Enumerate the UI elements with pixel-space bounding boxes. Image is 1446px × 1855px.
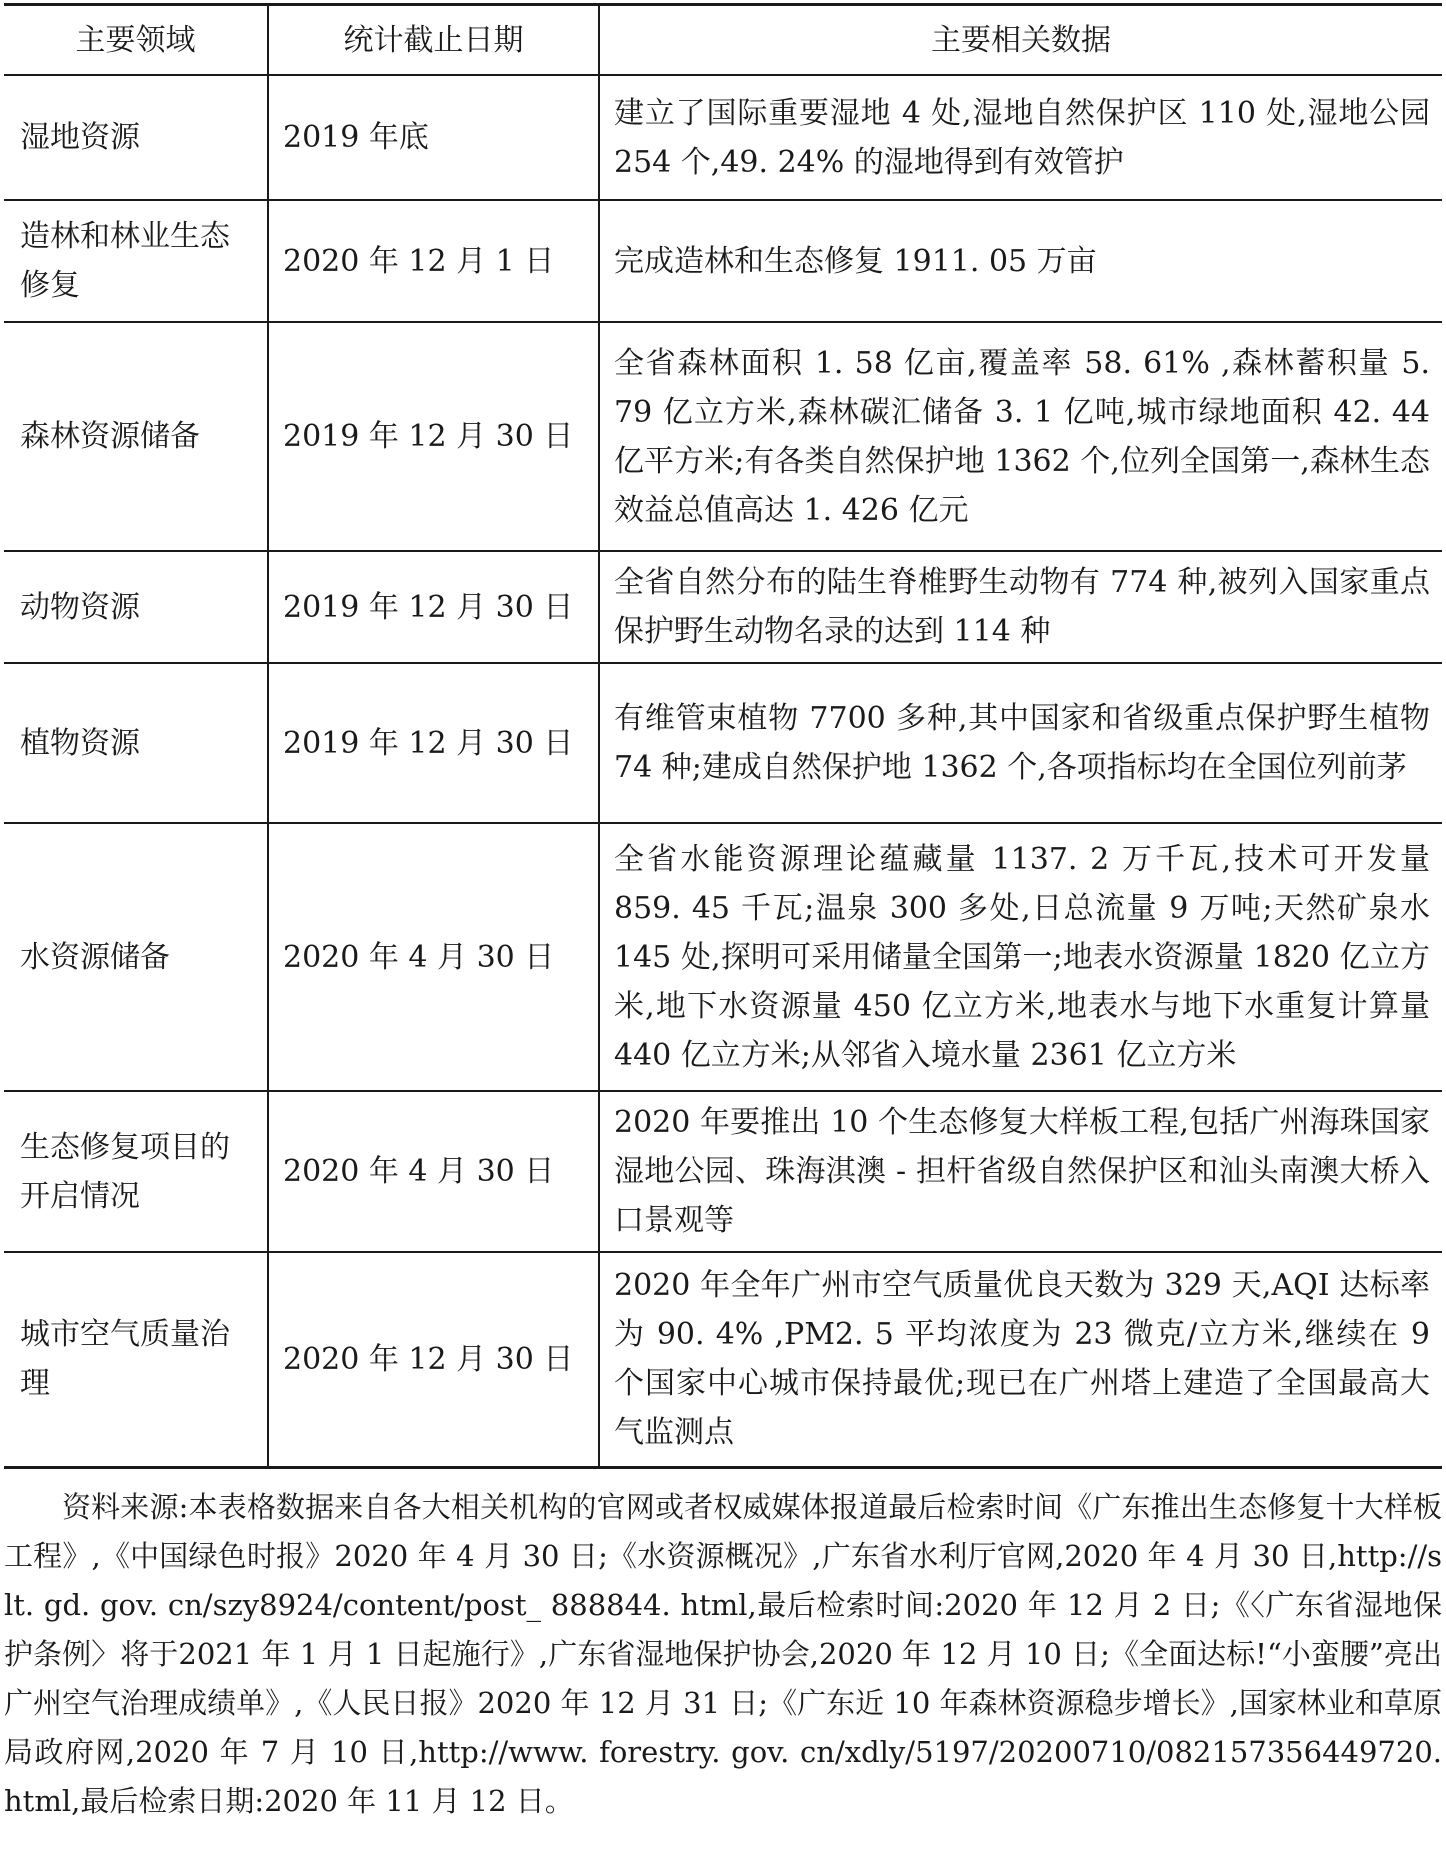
row-date-cell: 2020 年 4 月 30 日 xyxy=(268,823,599,1091)
row-area-cell: 湿地资源 xyxy=(4,75,268,200)
row-content-cell: 全省自然分布的陆生脊椎野生动物有 774 种,被列入国家重点保护野生动物名录的达到 114 种 xyxy=(599,551,1442,663)
row-date-cell: 2020 年 4 月 30 日 xyxy=(268,1091,599,1252)
row-area-cell: 植物资源 xyxy=(4,663,268,823)
row-content-cell: 有维管束植物 7700 多种,其中国家和省级重点保护野生植物 74 种;建成自然保护地 1362 个,各项指标均在全国位列前茅 xyxy=(599,663,1442,823)
row-content-cell: 完成造林和生态修复 1911. 05 万亩 xyxy=(599,200,1442,322)
document-page xyxy=(4,3,1442,1855)
table-row xyxy=(4,1091,1442,1252)
row-date-cell: 2020 年 12 月 30 日 xyxy=(268,1252,599,1467)
row-area-cell: 森林资源储备 xyxy=(4,322,268,551)
row-content-cell: 全省森林面积 1. 58 亿亩,覆盖率 58. 61% ,森林蓄积量 5. 79 亿立方米,森林碳汇储备 3. 1 亿吨,城市绿地面积 42. 44 亿平方米;有各类自然保护地 1362 个,位列全国第一,森林生态效益总值高达 1. 426 亿元 xyxy=(599,322,1442,551)
table-row xyxy=(4,663,1442,823)
row-area-cell: 城市空气质量治理 xyxy=(4,1252,268,1467)
table-row xyxy=(4,1252,1442,1467)
row-date-cell: 2019 年 12 月 30 日 xyxy=(268,551,599,663)
row-date-cell: 2019 年底 xyxy=(268,75,599,200)
row-content-cell: 建立了国际重要湿地 4 处,湿地自然保护区 110 处,湿地公园 254 个,49. 24% 的湿地得到有效管护 xyxy=(599,75,1442,200)
row-date-cell: 2019 年 12 月 30 日 xyxy=(268,322,599,551)
table-row xyxy=(4,823,1442,1091)
header-area: 主要领域 xyxy=(4,5,268,76)
row-area-cell: 生态修复项目的开启情况 xyxy=(4,1091,268,1252)
row-date-cell: 2019 年 12 月 30 日 xyxy=(268,663,599,823)
row-area-cell: 水资源储备 xyxy=(4,823,268,1091)
data-table xyxy=(4,3,1442,1469)
row-content-cell: 2020 年要推出 10 个生态修复大样板工程,包括广州海珠国家湿地公园、珠海淇澳 - 担杆省级自然保护区和汕头南澳大桥入口景观等 xyxy=(599,1091,1442,1252)
row-content-cell: 2020 年全年广州市空气质量优良天数为 329 天,AQI 达标率为 90. 4% ,PM2. 5 平均浓度为 23 微克/立方米,继续在 9 个国家中心城市保持最优;现已在广州塔上建造了全国最高大气监测点 xyxy=(599,1252,1442,1467)
table-row xyxy=(4,75,1442,200)
table-row xyxy=(4,200,1442,322)
table-row xyxy=(4,322,1442,551)
row-date-cell: 2020 年 12 月 1 日 xyxy=(268,200,599,322)
table-header-row xyxy=(4,5,1442,76)
header-date: 统计截止日期 xyxy=(268,5,599,76)
row-content-cell: 全省水能资源理论蕴藏量 1137. 2 万千瓦,技术可开发量 859. 45 千瓦;温泉 300 多处,日总流量 9 万吨;天然矿泉水 145 处,探明可采用储量全国第一;地表水资源量 1820 亿立方米,地下水资源量 450 亿立方米,地表水与地下水重复计算量 440 亿立方米;从邻省入境水量 2361 亿立方米 xyxy=(599,823,1442,1091)
table-row xyxy=(4,551,1442,663)
row-area-cell: 动物资源 xyxy=(4,551,268,663)
row-area-cell: 造林和林业生态修复 xyxy=(4,200,268,322)
source-note: 资料来源:本表格数据来自各大相关机构的官网或者权威媒体报道最后检索时间《广东推出生态修复十大样板工程》,《中国绿色时报》2020 年 4 月 30 日;《水资源概况》,广东省水利厅官网,2020 年 4 月 30 日,http://slt. gd. gov. cn/szy8924/content/post_ 888844. html,最后检索时间:2020 年 12 月 2 日;《〈广东省湿地保护条例〉将于2021 年 1 月 1 日起施行》,广东省湿地保护协会,2020 年 12 月 10 日;《全面达标!“小蛮腰”亮出广州空气治理成绩单》,《人民日报》2020 年 12 月 31 日;《广东近 10 年森林资源稳步增长》,国家林业和草原局政府网,2020 年 7 月 10 日,http://www. forestry. gov. cn/xdly/5197/20200710/082157356449720. html,最后检索日期:2020 年 11 月 12 日。 xyxy=(4,1489,1442,1818)
header-content: 主要相关数据 xyxy=(599,5,1442,76)
